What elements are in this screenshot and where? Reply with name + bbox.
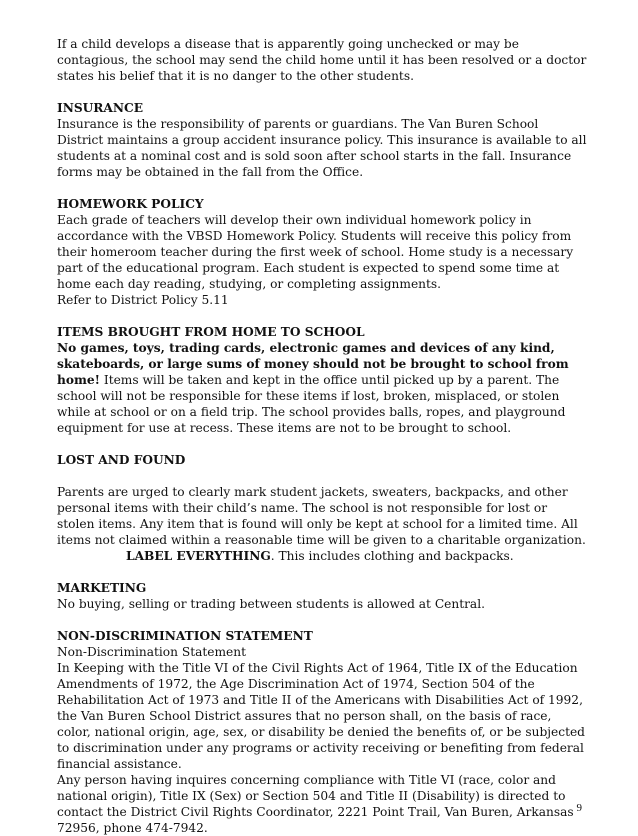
lost-and-found-heading: LOST AND FOUND (57, 453, 186, 467)
items-from-home-warning: No games, toys, trading cards, electronic games and devices of any kind, skateboards, or large sums of money should not be brought to school from home! (57, 341, 569, 387)
label-everything-text: . This includes clothing and backpacks. (270, 549, 514, 563)
homework-policy-reference: Refer to District Policy 5.11 (57, 293, 229, 307)
insurance-paragraph: Insurance is the responsibility of parents or guardians. The Van Buren School District maintains a group accident insurance policy. This insurance is available to all students at a nominal cost and is sold soon after school starts in the fall. Insurance forms may be obtained in the fall from the Office. (57, 117, 587, 179)
lost-and-found-spacer (57, 468, 587, 484)
page-number: 9 (576, 802, 582, 814)
lost-and-found-paragraph: Parents are urged to clearly mark student jackets, sweaters, backpacks, and other personal items with their child’s name. The school is not responsible for lost or stolen items. Any item that is found will only be kept at school for a limited time. All items not claimed within a reasonable time will be given to a charitable organization. (57, 485, 586, 547)
non-discrimination-section (57, 628, 587, 836)
insurance-section (57, 100, 587, 180)
items-from-home-text: Items will be taken and kept in the office until picked up by a parent. The school will not be responsible for these items if lost, broken, misplaced, or stolen while at school or on a field trip. The school provides balls, ropes, and playground equipment for use at recess. These items are not to be brought to school. (57, 373, 566, 435)
non-discrimination-paragraph: In Keeping with the Title VI of the Civil Rights Act of 1964, Title IX of the Education Amendments of 1972, the Age Discrimination Act of 1974, Section 504 of the Rehabilitation Act of 1973 and Title II of the Americans with Disabilities Act of 1992, the Van Buren School District assures that no person shall, on the basis of race, color, national origin, age, sex, or disability be denied the benefits of, or be subjected to discrimination under any programs or activity receiving or benefiting from federal financial assistance. (57, 661, 585, 771)
items-from-home-paragraph (57, 340, 587, 436)
marketing-paragraph: No buying, selling or trading between students is allowed at Central. (57, 597, 485, 611)
items-from-home-heading: ITEMS BROUGHT FROM HOME TO SCHOOL (57, 325, 365, 339)
label-everything-line (57, 548, 587, 564)
homework-section (57, 196, 587, 308)
homework-heading: HOMEWORK POLICY (57, 197, 204, 211)
non-discrimination-subheading: Non-Discrimination Statement (57, 645, 247, 659)
intro-paragraph: If a child develops a disease that is apparently going unchecked or may be contagious, the school may send the child home until it has been resolved or a doctor states his belief that it is no danger to the other students. (57, 37, 587, 83)
insurance-heading: INSURANCE (57, 101, 143, 115)
marketing-section (57, 580, 587, 612)
intro-section (57, 36, 587, 84)
document-page (57, 36, 587, 836)
marketing-heading: MARKETING (57, 581, 147, 595)
label-everything-emphasis: LABEL EVERYTHING (126, 549, 271, 563)
non-discrimination-heading: NON-DISCRIMINATION STATEMENT (57, 629, 313, 643)
items-from-home-section (57, 324, 587, 436)
lost-and-found-section (57, 452, 587, 564)
homework-paragraph: Each grade of teachers will develop their own individual homework policy in accordance with the VBSD Homework Policy. Students will receive this policy from their homeroom teacher during the first week of school. Home study is a necessary part of the educational program. Each student is expected to spend some time at home each day reading, studying, or completing assignments. (57, 213, 574, 291)
non-discrimination-contact: Any person having inquires concerning compliance with Title VI (race, color and national origin), Title IX (Sex) or Section 504 and Title II (Disability) is directed to contact the District Civil Rights Coordinator, 2221 Point Trail, Van Buren, Arkansas 72956, phone 474-7942. (57, 773, 574, 835)
